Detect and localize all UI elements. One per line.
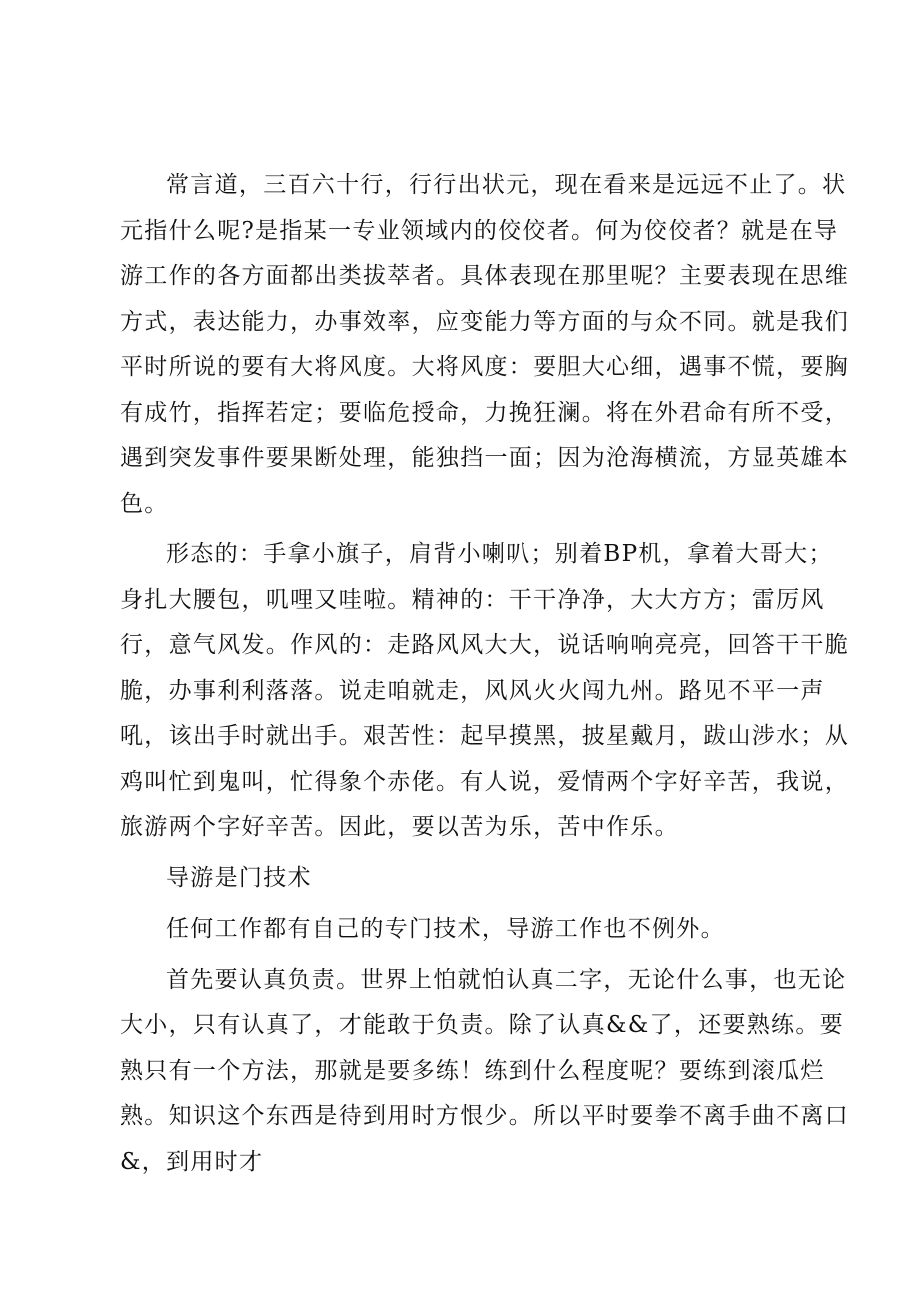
paragraph-jishu-intro: 任何工作都有自己的专门技术，导游工作也不例外。 <box>166 916 725 942</box>
paragraph-zhuangyuan: 常言道，三百六十行，行行出状元，现在看来是远远不止了。状元指什么呢?是指某一专业领域内的佼佼者。何为佼佼者？就是在导游工作的各方面都出类拔萃者。具体表现在那里呢？主要表现在思维方式，表达能力，办事效率，应变能力等方面的与众不同。就是我们平时所说的要有大将风度。大将风度：要胆大心细，遇事不慌，要胸有成竹，指挥若定；要临危授命，力挽狂澜。将在外君命有所不受，遇到突发事件要果断处理，能独挡一面；因为沧海横流，方显英雄本色。 <box>120 172 849 517</box>
paragraph-renzhen: 首先要认真负责。世界上怕就怕认真二字，无论什么事，也无论大小，只有认真了，才能敢于负责。除了认真&&了，还要熟练。要熟只有一个方法，那就是要多练！练到什么程度呢？要练到滚瓜烂熟。知识这个东西是待到用时方恨少。所以平时要拳不离手曲不离口&，到用时才 <box>120 966 849 1175</box>
section-heading: 导游是门技术 <box>166 864 312 891</box>
paragraph-xingtai: 形态的：手拿小旗子，肩背小喇叭；别着BP机，拿着大哥大；身扎大腰包，叽哩又哇啦。精神的：干干净净，大大方方；雷厉风行，意气风发。作风的：走路风风大大，说话响响亮亮，回答干干脆脆，办事利利落落。说走咱就走，风风火火闯九州。路见不平一声吼，该出手时就出手。艰苦性：起早摸黑，披星戴月，跋山涉水；从鸡叫忙到鬼叫，忙得象个赤佬。有人说，爱情两个字好辛苦，我说，旅游两个字好辛苦。因此，要以苦为乐，苦中作乐。 <box>120 541 849 840</box>
document-body <box>120 163 850 1190</box>
